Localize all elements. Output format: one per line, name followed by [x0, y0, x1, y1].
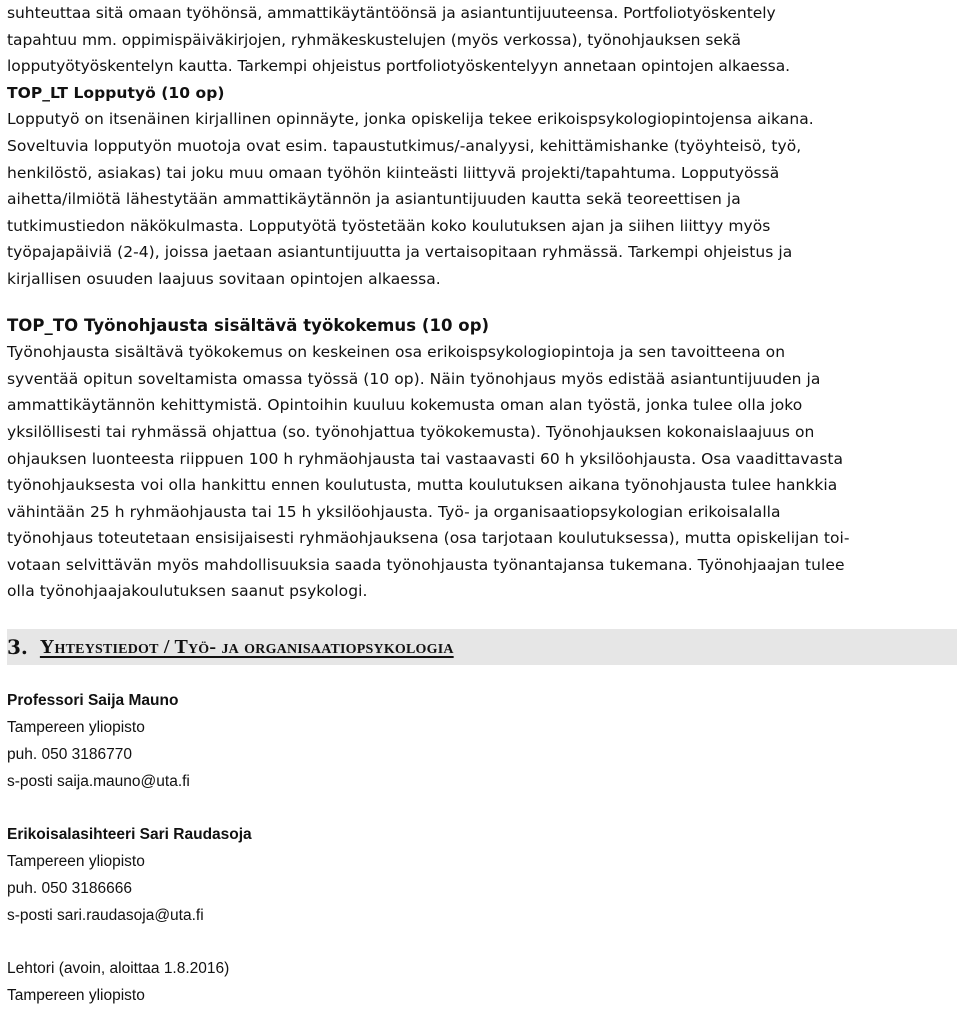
paragraph-line: aihetta/ilmiötä lähestytään ammattikäytännön ja asiantuntijuuden kautta sekä teoreettisen ja — [7, 190, 741, 209]
paragraph-line: lopputyötyöskentelyn kautta. Tarkempi ohjeistus portfoliotyöskentelyyn annetaan opintojen alkaessa. — [7, 57, 791, 76]
lt-section — [7, 80, 955, 293]
paragraph-line: Lopputyö on itsenäinen kirjallinen opinnäyte, jonka opiskelija tekee erikoispsykologiopintojensa aikana. — [7, 110, 814, 129]
paragraph-line: Työnohjausta sisältävä työkokemus on keskeinen osa erikoispsykologiopintoja ja sen tavoitteena on — [7, 343, 786, 362]
lecturer-org: Tampereen yliopisto — [7, 987, 145, 1005]
lecturer-role: Lehtori (avoin, aloittaa 1.8.2016) — [7, 960, 230, 978]
paragraph-line: syventää opitun soveltamista omassa työssä (10 op). Näin työnohjaus myös edistää asiantuntijuuden ja — [7, 369, 821, 388]
lt-heading: TOP_LT Lopputyö (10 op) — [7, 83, 225, 102]
paragraph-line: työpajapäiviä (2-4), joissa jaetaan asiantuntijuutta ja vertaisopitaan ryhmässä. Tarkempi ohjeistus ja — [7, 243, 793, 262]
portfolio-paragraph — [7, 0, 955, 80]
paragraph-line: Soveltuvia lopputyön muotoja ovat esim. tapaustutkimus/-analyysi, kehittämishanke (työyhteisö, työ, — [7, 136, 802, 155]
to-section — [7, 313, 955, 606]
contact-name: Erikoisalasihteeri Sari Raudasoja — [7, 826, 252, 844]
paragraph-line: henkilöstö, asiakas) tai joku muu omaan työhön kiinteästi liittyvä projekti/tapahtuma. Lopputyössä — [7, 163, 780, 182]
section-title: Yhteystiedot / Työ- ja organisaatiopsykologia — [39, 635, 454, 658]
paragraph-line: suhteuttaa sitä omaan työhönsä, ammattikäytäntöönsä ja asiantuntijuuteensa. Portfoliotyöskentely — [7, 4, 776, 22]
contact-phone: puh. 050 3186666 — [7, 880, 132, 898]
contact-org: Tampereen yliopisto — [7, 853, 145, 871]
spacer — [7, 795, 955, 821]
contact-email: s-posti sari.raudasoja@uta.fi — [7, 907, 204, 925]
contact-org: Tampereen yliopisto — [7, 719, 145, 737]
paragraph-line: työnohjauksesta voi olla hankittu ennen koulutusta, mutta koulutuksen aikana työnohjausta tulee hankkia — [7, 476, 838, 495]
contact-email: s-posti saija.mauno@uta.fi — [7, 773, 190, 791]
paragraph-line: tapahtuu mm. oppimispäiväkirjojen, ryhmäkeskustelujen (myös verkossa), työnohjauksen sekä — [7, 30, 741, 49]
section-number: 3. — [7, 635, 28, 660]
paragraph-line: votaan selvittävän myös mahdollisuuksia saada työnohjausta työnantajansa tukemana. Työnohjaajan tulee — [7, 555, 845, 574]
spacer — [7, 929, 955, 955]
paragraph-line: yksilöllisesti tai ryhmässä ohjattua (so. työnohjattua työkokemusta). Työnohjauksen kokonaislaajuus on — [7, 422, 815, 441]
lecturer-card — [7, 955, 955, 1009]
spacer — [7, 293, 955, 313]
contact-card — [7, 821, 955, 929]
paragraph-line: ammattikäytännön kehittymistä. Opintoihin kuuluu kokemusta oman alan työstä, jonka tulee olla joko — [7, 396, 803, 415]
paragraph-line: työnohjaus toteutetaan ensisijaisesti ryhmäohjauksena (osa tarjotaan koulutuksessa), mutta opiskelijan toi- — [7, 529, 850, 548]
contact-card — [7, 687, 955, 795]
paragraph-line: ohjauksen luonteesta riippuen 100 h ryhmäohjausta tai vastaavasti 60 h yksilöohjausta. Osa vaadittavasta — [7, 449, 843, 468]
contact-name: Professori Saija Mauno — [7, 692, 179, 710]
paragraph-line: olla työnohjaajakoulutuksen saanut psykologi. — [7, 582, 368, 601]
contact-phone: puh. 050 3186770 — [7, 746, 132, 764]
paragraph-line: tutkimustiedon näkökulmasta. Lopputyötä työstetään koko koulutuksen ajan ja siihen liittyy myös — [7, 216, 771, 235]
paragraph-line: kirjallisen osuuden laajuus sovitaan opintojen alkaessa. — [7, 269, 441, 288]
document-page — [7, 0, 955, 1009]
contacts-section-heading — [7, 629, 957, 665]
paragraph-line: vähintään 25 h ryhmäohjausta tai 15 h yksilöohjausta. Työ- ja organisaatiopsykologian erikoisalalla — [7, 502, 781, 521]
to-heading: TOP_TO Työnohjausta sisältävä työkokemus (10 op) — [7, 315, 490, 335]
